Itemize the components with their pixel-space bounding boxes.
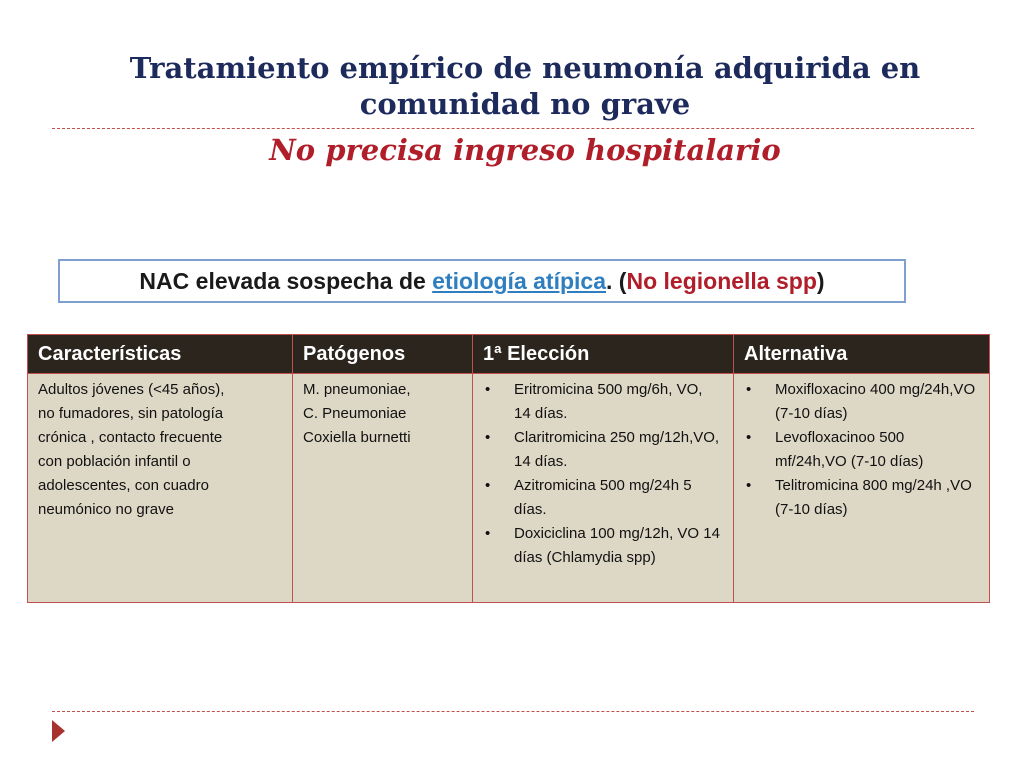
header-patogenos: Patógenos — [293, 335, 473, 374]
list-item: • Doxiciclina 100 mg/12h, VO 14 días (Chlamydia spp) — [483, 522, 723, 570]
caracteristicas-line: con población infantil o — [38, 453, 191, 470]
title-line-2: comunidad no grave — [359, 87, 691, 121]
caracteristicas-line: no fumadores, sin patología — [38, 405, 224, 422]
caracteristicas-line: adolescentes, con cuadro — [38, 477, 209, 494]
primera-eleccion-list — [483, 378, 723, 570]
callout-box — [58, 259, 906, 303]
bottom-divider — [52, 711, 974, 712]
patogeno-item: M. pneumoniae, — [303, 381, 411, 398]
caracteristicas-line: crónica , contacto frecuente — [38, 429, 223, 446]
triangle-right-icon[interactable] — [52, 720, 65, 742]
callout-punct: . ( — [606, 268, 627, 294]
callout-n: N — [626, 268, 644, 294]
cell-alternativa — [734, 374, 990, 603]
callout-nac: NAC — [139, 268, 190, 294]
callout-close: ) — [816, 268, 825, 294]
list-item: • Telitromicina 800 mg/24h ,VO (7-10 días) — [744, 474, 979, 522]
list-item: • Eritromicina 500 mg/6h, VO, 14 días. — [483, 378, 723, 426]
cell-primera-eleccion — [473, 374, 734, 603]
slide-title — [60, 50, 990, 122]
callout-text: elevada sospecha de — [189, 268, 433, 294]
alternativa-list — [744, 378, 979, 522]
callout-etiologia-link[interactable]: etiología atípica — [432, 268, 606, 294]
list-item: • Azitromicina 500 mg/24h 5 días. — [483, 474, 723, 522]
treatment-table — [27, 334, 990, 603]
header-alternativa: Alternativa — [734, 335, 990, 374]
patogeno-item: Coxiella burnetti — [303, 429, 411, 446]
list-item: • Levofloxacinoo 500 mf/24h,VO (7-10 días) — [744, 426, 979, 474]
list-item: • Claritromicina 250 mg/12h,VO, 14 días. — [483, 426, 723, 474]
table-row — [28, 374, 990, 603]
patogeno-item: C. Pneumoniae — [303, 405, 407, 422]
list-item: • Moxifloxacino 400 mg/24h,VO (7-10 días) — [744, 378, 979, 426]
cell-caracteristicas — [28, 374, 293, 603]
table-header-row — [28, 335, 990, 374]
caracteristicas-line: neumónico no grave — [38, 501, 174, 518]
header-caracteristicas: Características — [28, 335, 293, 374]
top-divider — [52, 128, 974, 129]
header-primera-eleccion: 1ª Elección — [473, 335, 734, 374]
slide-subtitle: No precisa ingreso hospitalario — [269, 133, 781, 167]
callout-legionella: o legionella spp — [643, 268, 817, 294]
title-line-1: Tratamiento empírico de neumonía adquirida en — [129, 51, 921, 85]
caracteristicas-line: Adultos jóvenes (<45 años), — [38, 381, 225, 398]
cell-patogenos — [293, 374, 473, 603]
